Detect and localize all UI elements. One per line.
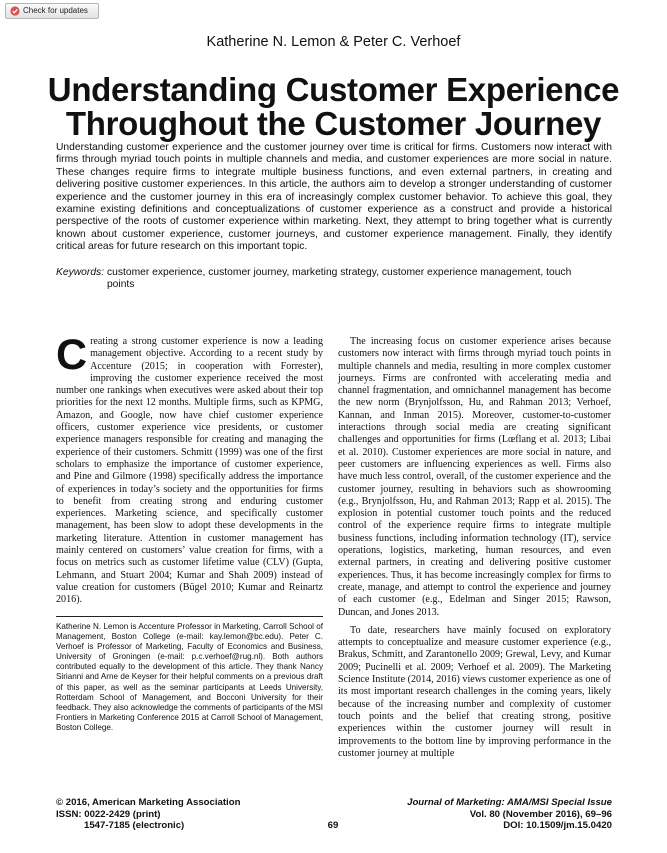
title-line-1: Understanding Customer Experience xyxy=(47,71,620,108)
footer-left xyxy=(56,797,256,832)
keywords-label: Keywords: xyxy=(56,267,105,278)
body-paragraph-2: The increasing focus on customer experience arises because customers now interact with firms through myriad touch points in multiple channels and media, resulting in more complex customer journeys. Firms are confronted with accelerating media and channel fragmentation, and omnichannel management has become the new norm (Brynjolfsson, Hu, and Rahman 2013; Verhoef, Kannan, and Inman 2015). Moreover, customer-to-customer interactions through social media are creating significant challenges and opportunities for firms (Lœflang et al. 2013; Libai et al. 2010). Customer experiences are more social in nature, and peer customers are influencing experiences as well. Firms also have much less control, overall, of the customer experience and the customer journey, resulting in behaviors such as showrooming (e.g., Brynjolfsson, Hu, and Rahman 2013; Rapp et al. 2015). The explosion in potential customer touch points and the reduced control of the experience require firms to integrate multiple business functions, including information technology (IT), service operations, logistics, marketing, human resources, and even external partners, in creating and delivering positive customer experiences. Thus, it has become increasingly complex for firms to create, manage, and attempt to control the experience and journey of each customer (e.g., Edelman and Singer 2015; Rawson, Duncan, and Jones 2013. xyxy=(338,336,611,618)
article-title xyxy=(0,73,667,141)
page-number: 69 xyxy=(327,820,339,831)
check-for-updates-button[interactable] xyxy=(5,3,99,19)
keywords-text: customer experience, customer journey, marketing strategy, customer experience management, touch points xyxy=(106,267,572,291)
footnote-divider xyxy=(56,616,323,617)
journal-name: Journal of Marketing: AMA/MSI Special Issue xyxy=(407,797,612,808)
copyright: © 2016, American Marketing Association xyxy=(56,797,241,808)
drop-cap: C xyxy=(56,331,88,379)
body-paragraph-1: reating a strong customer experience is now a leading management objective. According to a recent study by Accenture (2015; in cooperation with Forrester), improving the customer experience received the most number one rankings when executives were asked about their top priorities for the next 12 months. Multiple firms, such as KPMG, Amazon, and Google, now have chief customer experience officers, customer experience vice presidents, or customer experience managers responsible for creating and managing the experience of their customers. Schmitt (1999) was one of the first scholars to emphasize the importance of customer experience, and Pine and Gilmore (1998) specifically address the importance of experiences in today’s society and the opportunities for firms to benefit from creating strong and enduring customer experiences. Marketing science, and specifically customer management, has been slow to adopt these developments in the marketing literature. Attention in customer management has mainly centered on customers’ value creation for firms, with a focus on metrics such as customer lifetime value (CLV) (Gupta, Lehmann, and Stuart 2004; Kumar and Shah 2009) instead of value creation for customers (Bügel 2010; Kumar and Reinartz 2016). xyxy=(56,336,323,606)
author-footnote: Katherine N. Lemon is Accenture Professor in Marketing, Carroll School of Management, Boston College (e-mail: kay.lemon@bc.edu). Peter C. Verhoef is Professor of Marketing, Faculty of Economics and Business, University of Groningen (e-mail: p.c.verhoef@rug.nl). Both authors contributed equally to the development of this article. They thank Nancy Sirianni and Arne de Keyser for their helpful comments on a previous draft of this paper, as well as the seminar participants at Leeds University, Rotterdam School of Management, and Bocconi University for their feedback. They also acknowledge the comments of participants of the MSI Frontiers in Marketing Conference 2015 at Carroll School of Management, Boston College. xyxy=(56,622,323,732)
title-line-2: Throughout the Customer Journey xyxy=(65,105,602,142)
issn-electronic: 1547-7185 (electronic) xyxy=(84,820,185,831)
authors: Katherine N. Lemon & Peter C. Verhoef xyxy=(206,34,461,50)
check-for-updates-icon xyxy=(10,6,20,16)
check-for-updates-label: Check for updates xyxy=(23,6,88,15)
issn-print: ISSN: 0022-2429 (print) xyxy=(56,808,161,820)
body-left-column xyxy=(56,331,323,607)
volume-info: Vol. 80 (November 2016), 69–96 xyxy=(469,808,612,820)
body-right-column xyxy=(338,336,611,760)
doi: DOI: 10.1509/jm.15.0420 xyxy=(503,820,612,831)
body-paragraph-3: To date, researchers have mainly focused on exploratory attempts to conceptualize and measure customer experience (e.g., Brakus, Schmitt, and Zarantonello 2009; Grewal, Levy, and Kumar 2009; Pucinelli et al. 2009; Verhoef et al. 2009). The Marketing Science Institute (2014, 2016) views customer experience as one of its most important research challenges in the coming years, likely because of the increasing number and complexity of customer touch points and the belief that creating strong, positive experiences within the customer journey will result in improvements to the bottom line by improving performance in the customer journey at multiple xyxy=(338,624,611,759)
abstract: Understanding customer experience and the customer journey over time is critical for firms. Customers now interact with firms through myriad touch points in multiple channels and media, and customer experiences are more social in nature. These changes require firms to integrate multiple business functions, and even external partners, in creating and delivering positive customer experiences. In this article, the authors aim to develop a stronger understanding of customer experience and the customer journey in this era of increasingly complex customer behavior. To achieve this goal, they examine existing definitions and conceptualizations of customer experience as a construct and provide a historical perspective of the roots of customer experience within marketing. Next, they attempt to bring together what is currently known about customer experience, customer journeys, and customer experience management. Finally, they identify critical areas for future research on this important topic. xyxy=(56,142,612,253)
keywords xyxy=(56,267,612,292)
footer-right xyxy=(380,797,612,832)
